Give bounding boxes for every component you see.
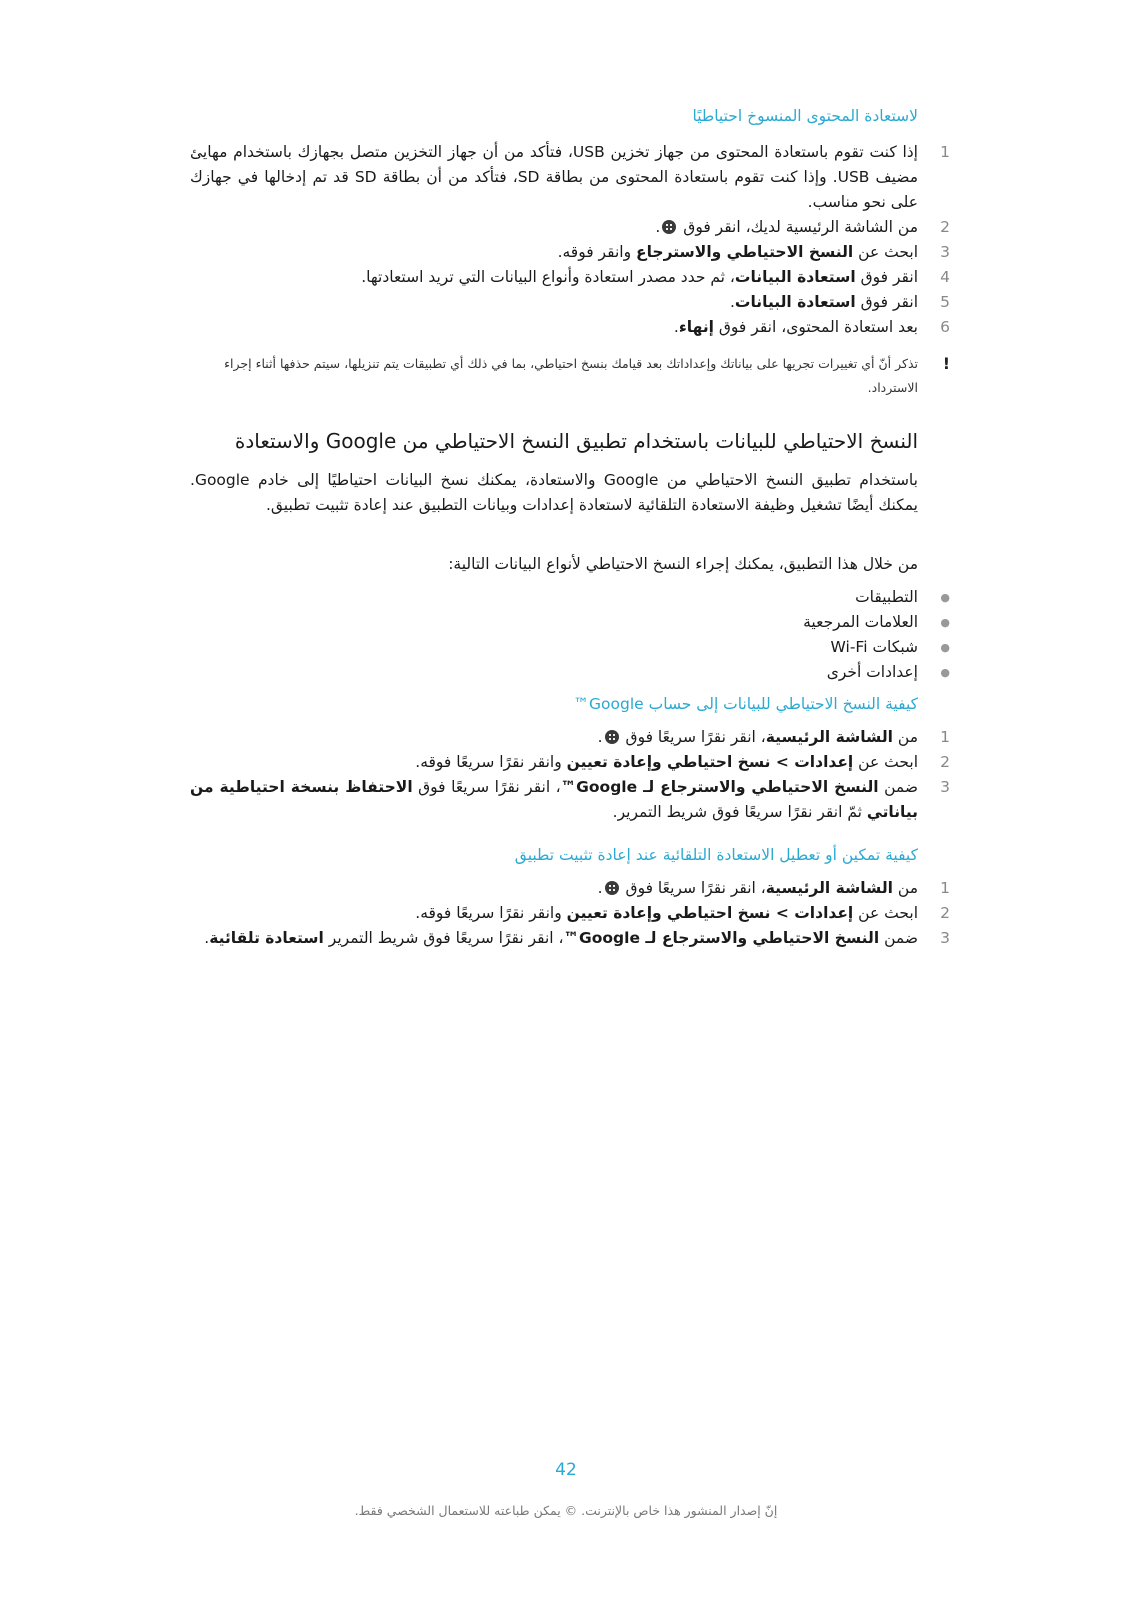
step-bold-text: الشاشة الرئيسية [765,728,893,746]
step-text: وانقر نقرًا سريعًا فوقه. [415,753,567,771]
list-item [190,215,950,240]
bullet-text: إعدادات أخرى [826,663,918,681]
step-bold-text: النسخ الاحتياطي والاسترجاع [635,243,854,261]
step-bold-text: استعادة البيانات [734,293,856,311]
list-item [190,240,950,265]
apps-grid-icon [605,881,619,895]
list-item [190,750,950,775]
step-text: ، انقر نقرًا سريعًا فوق [625,879,766,897]
auto-restore-steps-list [190,876,950,951]
step-text: ثمّ انقر نقرًا سريعًا فوق شريط التمرير. [612,803,867,821]
step-text: . [597,728,603,746]
list-item [190,725,950,750]
step-text: وانقر فوقه. [557,243,636,261]
google-backup-steps-list [190,725,950,825]
step-number: 6 [940,318,950,336]
bullet-text: التطبيقات [855,588,918,606]
step-text: ابحث عن [853,904,918,922]
step-number: 2 [940,218,950,236]
step-bold-text: إنهاء [678,318,714,336]
step-text: . [204,929,210,947]
paragraph: من خلال هذا التطبيق، يمكنك إجراء النسخ الاحتياطي لأنواع البيانات التالية: [448,555,918,573]
list-item [190,610,950,635]
step-bold-text: استعادة تلقائية [209,929,324,947]
step-text: ، انقر نقرًا سريعًا فوق [412,778,561,796]
step-number: 2 [940,753,950,771]
step-number: 3 [940,929,950,947]
step-number: 1 [940,143,950,161]
step-number: 1 [940,728,950,746]
bullet-icon: ● [940,591,950,604]
step-text: . [597,879,603,897]
apps-grid-icon [662,220,676,234]
step-text: . [729,293,735,311]
step-text: . [655,218,661,236]
step-text: انقر فوق [855,268,918,286]
list-item [190,290,950,315]
step-text: وانقر نقرًا سريعًا فوقه. [415,904,567,922]
step-bold-text: النسخ الاحتياطي والاسترجاع لـ Google™ [560,778,879,796]
footer-note: إنّ إصدار المنشور هذا خاص بالإنترنت. © يمكن طباعته للاستعمال الشخصي فقط. [354,1503,778,1518]
list-item [190,876,950,901]
list-item [190,901,950,926]
step-bold-text: الشاشة الرئيسية [765,879,893,897]
step-text: من الشاشة الرئيسية لديك، انقر فوق [683,218,918,236]
step-text: . [673,318,679,336]
section-heading-auto-restore: كيفية تمكين أو تعطيل الاستعادة التلقائية عند إعادة تثبيت تطبيق [514,846,918,864]
list-item [190,660,950,685]
step-text: ، انقر نقرًا سريعًا فوق شريط التمرير [323,929,564,947]
step-text: من [892,879,918,897]
page-number: 42 [555,1460,577,1480]
step-text: انقر فوق [855,293,918,311]
list-item [190,140,950,215]
note-text: تذكر أنّ أي تغييرات تجريها على بياناتك وإعداداتك بعد قيامك بنسخ احتياطي، بما في ذلك أي تطبيقات يتم تنزيلها، سيتم حذفها أثناء إجراء الاسترداد. [224,356,918,395]
step-text: إذا كنت تقوم باستعادة المحتوى من جهاز تخزين USB، فتأكد من أن جهاز التخزين متصل بجهازك باستخدام مهايئ مضيف USB. وإذا كنت تقوم باستعادة المحتوى من بطاقة SD، فتأكد من أن بطاقة SD قد تم إدخالها في جهازك على نحو مناسب. [190,143,918,211]
bullet-text: شبكات Wi-Fi [830,638,918,656]
data-types-list [190,585,950,685]
step-number: 5 [940,293,950,311]
step-bold-text: الاحتفاظ بنسخة احتياطية من بياناتي [190,778,918,821]
step-text: من [892,728,918,746]
note-box [190,352,950,400]
step-text: ابحث عن [853,243,918,261]
paragraph: باستخدام تطبيق النسخ الاحتياطي من Google والاستعادة، يمكنك نسخ البيانات احتياطيًا إلى خادم Google. يمكنك أيضًا تشغيل وظيفة الاستعادة التلقائية لاستعادة إعدادات وبيانات التطبيق عند إعادة تثبيت تطبيق. [190,471,918,514]
restore-steps-list [190,140,950,340]
step-text: ضمن [878,778,918,796]
bullet-text: العلامات المرجعية [803,613,918,631]
section-title-google-backup: النسخ الاحتياطي للبيانات باستخدام تطبيق النسخ الاحتياطي من Google والاستعادة [234,429,918,453]
bullet-icon: ● [940,641,950,654]
step-text: ، ثم حدد مصدر استعادة وأنواع البيانات التي تريد استعادتها. [361,268,735,286]
list-item [190,315,950,340]
step-bold-text: إعدادات > نسخ احتياطي وإعادة تعيين [566,904,854,922]
apps-grid-icon [605,730,619,744]
step-bold-text: النسخ الاحتياطي والاسترجاع لـ Google™ [563,929,880,947]
exclamation-icon: ! [942,354,950,373]
step-text: ، انقر نقرًا سريعًا فوق [625,728,766,746]
bullet-icon: ● [940,666,950,679]
list-item [190,635,950,660]
step-number: 3 [940,243,950,261]
step-number: 2 [940,904,950,922]
step-number: 3 [940,778,950,796]
list-item [190,585,950,610]
step-bold-text: استعادة البيانات [734,268,856,286]
list-item [190,265,950,290]
step-text: بعد استعادة المحتوى، انقر فوق [713,318,918,336]
step-bold-text: إعدادات > نسخ احتياطي وإعادة تعيين [566,753,854,771]
section-heading-google-account: كيفية النسخ الاحتياطي للبيانات إلى حساب Google™ [573,695,918,713]
step-text: ضمن [879,929,918,947]
bullet-icon: ● [940,616,950,629]
step-number: 4 [940,268,950,286]
list-item [190,775,950,825]
section-heading-restore: لاستعادة المحتوى المنسوخ احتياطيًا [692,107,918,125]
step-text: ابحث عن [853,753,918,771]
list-item [190,926,950,951]
step-number: 1 [940,879,950,897]
